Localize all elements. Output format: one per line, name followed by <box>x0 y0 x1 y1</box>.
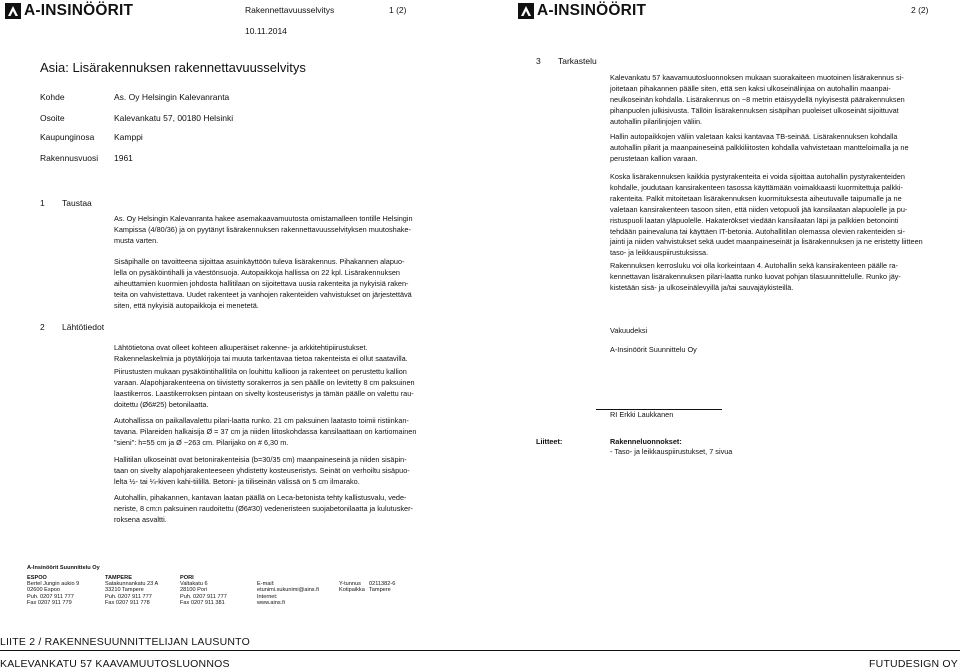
section-number: 1 <box>40 198 45 208</box>
info-value: 1961 <box>114 153 133 163</box>
signature-company: A-Insinöörit Suunnittelu Oy <box>610 345 697 354</box>
attachments-item: - Taso- ja leikkauspiirustukset, 7 sivua <box>610 447 733 456</box>
page-number-right: 2 (2) <box>911 5 929 15</box>
bottom-divider <box>0 650 960 651</box>
info-label: Kohde <box>40 92 65 102</box>
section2-paragraph-4: Hallitilan ulkoseinät ovat betonirakenteisia (b=30/35 cm) maanpaineseinä ja niiden sisäpin- taan on sivelty alapohjarakenteeseen yhdistetty kosteuseristys. Seinät on verhoiltu sisäpuo- lelta ½- tai ¼-kiven kahi-tiilillä. Betoni- ja tiiliseinän välissä on 5 cm ilmarako. <box>114 455 410 486</box>
doc-title: Rakennettavuusselvitys <box>245 5 335 15</box>
section-title: Tarkastelu <box>558 56 597 66</box>
project-name: KALEVANKATU 57 KAAVAMUUTOSLUONNOS <box>0 658 230 670</box>
info-label: Rakennusvuosi <box>40 153 99 163</box>
company-name: FUTUDESIGN OY <box>869 658 958 670</box>
attachments-heading: Rakenneluonnokset: <box>610 437 682 446</box>
section-number: 2 <box>40 322 45 332</box>
section1-paragraph-1: As. Oy Helsingin Kalevanranta hakee asemakaavamuutosta omistamalleen tontille Helsingin Kampissa (4/80/36) ja on pyytänyt lisärakennuksen rakennettavuusselvityksen muutoshake- musta varten. <box>114 214 413 245</box>
section-title: Lähtötiedot <box>62 322 105 332</box>
info-label: Kaupunginosa <box>40 132 95 142</box>
doc-date: 10.11.2014 <box>245 26 287 36</box>
footer-column: Y-tunnus Kotipaikka <box>339 581 365 594</box>
footer-column: ESPOO Bertel Jungin aukio 9 02600 Espoo Puh. 0207 911 777 Fax 0207 911 779 <box>27 575 80 606</box>
info-value: Kamppi <box>114 132 143 142</box>
logo-left <box>5 2 133 20</box>
footer-column: PORI Valtakatu 6 28100 Pori Puh. 0207 911 777 Fax 0207 911 381 <box>180 575 227 606</box>
attachments-label: Liitteet: <box>536 437 563 446</box>
info-value: Kalevankatu 57, 00180 Helsinki <box>114 113 234 123</box>
footer-column: 0211382-6 Tampere <box>369 581 396 594</box>
section3-paragraph-1: Kalevankatu 57 kaavamuutosluonnoksen mukaan suorakaiteen muotoinen lisärakennus si- joitetaan pihakannen päälle siten, että sen kaksi ulkoseinälinjaa on autohallin maanpai- neulkoseinän kohdalla. Lisärakennus on ~8 metrin etäisyydellä nykyisestä päärakennuksen pihanpuolen julkisivusta. Tällöin lisärakennuksen sisäpihan puoleiset ulkoseinät sijoittuvat autohallin pilarilinjojen väliin. <box>610 73 905 126</box>
signature-greeting: Vakuudeksi <box>610 326 648 335</box>
footer-column: E-mail: etunimi.sukunimi@ains.fi Internet: www.ains.fi <box>257 581 319 606</box>
logo-mark-icon <box>518 3 534 19</box>
section2-paragraph-1: Lähtötietona ovat olleet kohteen alkuperäiset rakenne- ja arkkitehtipiirustukset. Rakennelaskelmia ja pöytäkirjoja tai muuta tarkentavaa tietoa rakenteista ei ollut saatavilla. <box>114 343 408 363</box>
section2-paragraph-3: Autohallissa on paikallavalettu pilari-laatta runko. 21 cm paksuinen laatasto toimii ristiinkan- tavana. Pilareiden halkaisija Ø = 37 cm ja niiden liitoskohdassa kansilaattaan on kartiomainen "sieni": h=55 cm ja Ø ~263 cm. Pilarijako on # 6,30 m. <box>114 416 417 447</box>
section3-paragraph-2: Hallin autopaikkojen väliin valetaan kaksi kantavaa TB-seinää. Lisärakennuksen kohdalla autohallin pilarit ja maanpaineseinä palkkiliitosten kohdalla vahvistetaan mantteloimalla ja ne perustetaan kallion varaan. <box>610 132 909 163</box>
logo-right <box>518 2 646 20</box>
info-value: As. Oy Helsingin Kalevanranta <box>114 92 230 102</box>
subject-title: Asia: Lisärakennuksen rakennettavuusselvitys <box>40 60 306 75</box>
logo-mark-icon <box>5 3 21 19</box>
footer-column: TAMPERE Satakunnankatu 23 A 33210 Tampere Puh. 0207 911 777 Fax 0207 911 778 <box>105 575 159 606</box>
signature-name: RI Erkki Laukkanen <box>610 410 674 419</box>
section2-paragraph-5: Autohallin, pihakannen, kantavan laatan päällä on Leca-betonista tehty kallistusvalu, vede- neriste, 8 cm:n paksuinen raudoitettu (Ø6#30) vedeneristeen suojabetonilaatta ja kulutusker- roksena asvaltti. <box>114 493 413 524</box>
section1-paragraph-2: Sisäpihalle on tavoitteena sijoittaa asuinkäyttöön tuleva lisärakennus. Pihakannen alapuo- lella on pysäköintihalli ja väestönsuoja. Autopaikkoja hallissa on 22 kpl. Lisärakennuksen aiheuttamien kuormien johdosta hallitilaan on sijoitettava uusia rakenteita ja nykyisiä raken- teita on vahvistettava. Uudet rakenteet ja vanhojen rakenteiden vahvistukset on järjestettävä siten, että nykyisiä autopaikkoja ei menetetä. <box>114 257 412 310</box>
section2-paragraph-2: Piirustusten mukaan pysäköintihallitila on louhittu kallioon ja rakenteet on perustettu kallion varaan. Alapohjarakenteena on tiivistetty sorakerros ja sen päälle on levitetty 8 cm paksuinen laastikerros. Laastikerroksen pintaan on sivelty kosteuseristys ja tämän päälle on valettu rau- doitettu (Ø6#25) betonilaatta. <box>114 367 415 409</box>
attachment-title: LIITE 2 / RAKENNESUUNNITTELIJAN LAUSUNTO <box>0 636 250 648</box>
section3-paragraph-4: Rakennuksen kerrosluku voi olla korkeintaan 4. Autohallin sekä kansirakenteen päälle ra- kennettavan lisärakennuksen pilari-laatta runko luovat pohjan tilasuunnittelulle. Runko jäy- kistetään sisä- ja ulkoseinälevyillä ja/tai sauvajäykisteillä. <box>610 261 901 292</box>
section-number: 3 <box>536 56 541 66</box>
page-number-left: 1 (2) <box>389 5 407 15</box>
section3-paragraph-3: Koska lisärakennuksen kaikkia pystyrakenteita ei voida sijoittaa autohallin pystyrakenteiden kohdalle, joudutaan kansirakenteen tasossa käyttämään voimakkaasti kuormitettuja palkki- rakenteita. Palkit mitoitetaan lisärakennuksen kuormituksesta aiheutuvalle taipumalle ja ne valetaan kansirakenteen tasoon siten, että niiden vetopuoli jää kansilaatan alapuolelle ja pu- ristuspuoli laatan yläpuolelle. Hakaterökset viedään kansilaatan läpi ja palkkien betonointi tehdään painevaluna tai käyttäen IT-betonia. Autohallitilan olemassa olevien rakenteiden si- jainti ja niiden vahvistukset sekä uudet maanpaineseinät ja lisärakennuksen ja ne eristetty liitteen taso- ja leikkauspiirustuksissa. <box>610 172 923 258</box>
footer-contacts <box>27 575 406 606</box>
section-title: Taustaa <box>62 198 92 208</box>
logo-text: A-INSINÖÖRIT <box>24 2 134 19</box>
info-label: Osoite <box>40 113 65 123</box>
footer-company: A-Insinöörit Suunnittelu Oy <box>27 565 100 571</box>
logo-text: A-INSINÖÖRIT <box>537 2 647 19</box>
